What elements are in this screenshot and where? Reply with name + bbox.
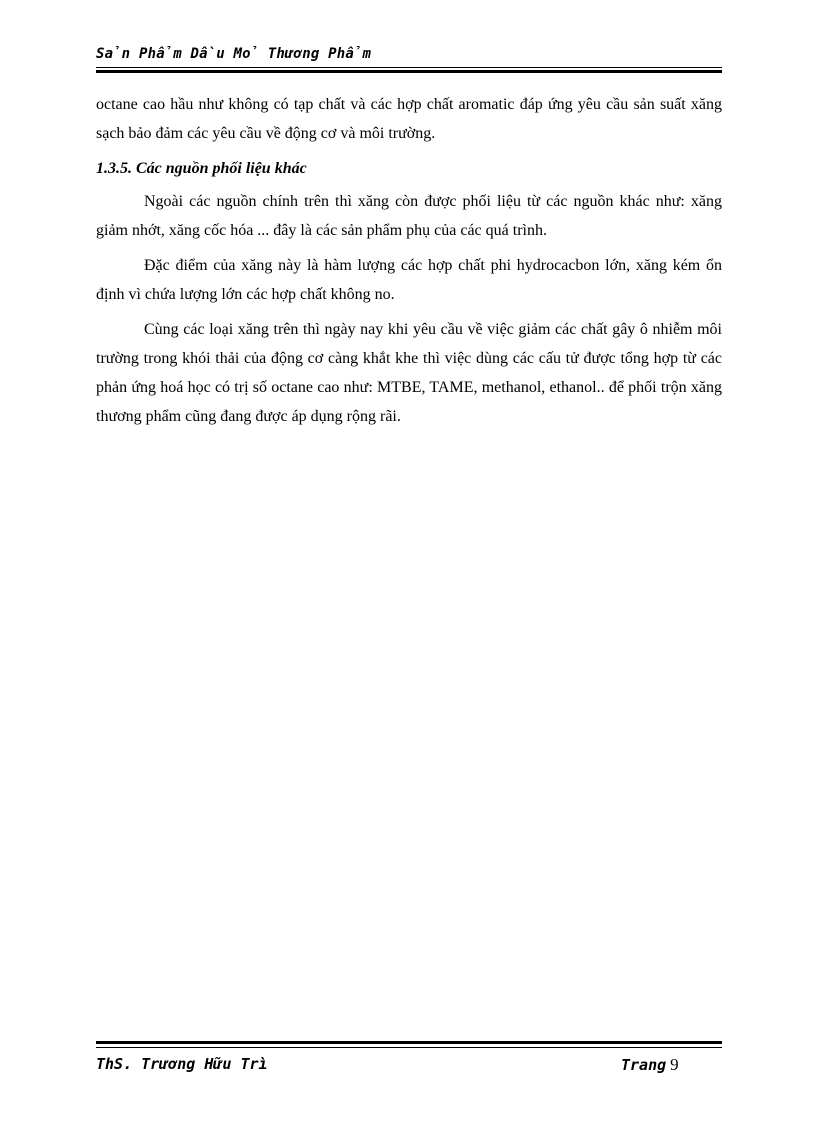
footer-author: ThS. Trương Hữu Trì bbox=[96, 1055, 268, 1073]
paragraph-continued: octane cao hầu như không có tạp chất và các hợp chất aromatic đáp ứng yêu cầu sản suất xăng sạch bảo đảm các yêu cầu về động cơ và môi trường. bbox=[96, 96, 722, 142]
footer-page bbox=[621, 1055, 679, 1075]
footer-rule-thick bbox=[96, 1041, 722, 1044]
page-label: Trang bbox=[621, 1056, 667, 1074]
header-rule-thick bbox=[96, 70, 722, 73]
page-number: 9 bbox=[670, 1055, 679, 1074]
paragraph: Cùng các loại xăng trên thì ngày nay khi yêu cầu về việc giảm các chất gây ô nhiễm môi trường trong khói thải của động cơ càng khắt khe thì việc dùng các cấu tử được tổng hợp từ các phản ứng hoá học có trị số octane cao như: MTBE, TAME, methanol, ethanol.. để phối trộn xăng thương phẩm cũng đang được áp dụng rộng rãi. bbox=[96, 321, 722, 425]
header-title: Sản Phẩm Dầu Mỏ Thương Phẩm bbox=[96, 46, 372, 62]
document-body bbox=[96, 90, 722, 437]
paragraph: Đặc điểm của xăng này là hàm lượng các hợp chất phi hydrocacbon lớn, xăng kém ổn định vì chứa lượng lớn các hợp chất không no. bbox=[96, 257, 722, 303]
paragraph: Ngoài các nguồn chính trên thì xăng còn được phối liệu từ các nguồn khác như: xăng giảm nhớt, xăng cốc hóa ... đây là các sản phẩm phụ của các quá trình. bbox=[96, 193, 722, 239]
footer-rule-thin bbox=[96, 1047, 722, 1048]
header-rule-thin bbox=[96, 67, 722, 68]
section-heading: 1.3.5. Các nguồn phối liệu khác bbox=[96, 160, 307, 177]
